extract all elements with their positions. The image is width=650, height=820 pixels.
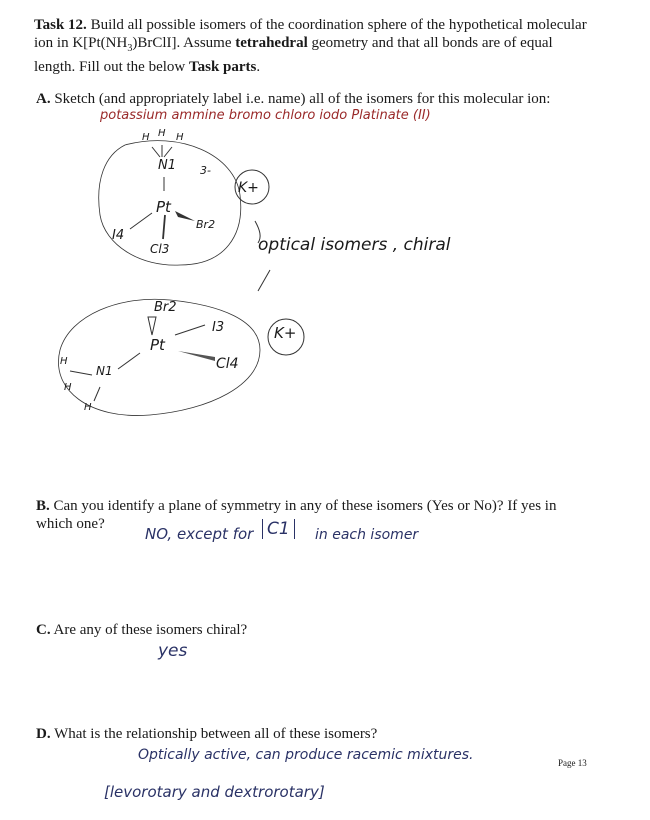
label-br2: Br2 bbox=[154, 300, 177, 315]
geometry-emphasis: tetrahedral bbox=[235, 35, 308, 51]
answer-d-line1: Optically active, can produce racemic mixtures. bbox=[138, 747, 474, 763]
label-i3: I3 bbox=[212, 320, 225, 335]
task-text-3: geometry and that all bonds are of equal length. Fill out the below bbox=[34, 35, 553, 75]
label-n1: N1 bbox=[158, 158, 176, 173]
label-h3: H bbox=[176, 132, 184, 143]
formula-subscript: 3 bbox=[127, 43, 133, 54]
label-n-bottom: N1 bbox=[96, 364, 113, 378]
question-c-label: C. bbox=[36, 622, 51, 638]
label-h1: H bbox=[142, 132, 150, 143]
label-cl4: Cl4 bbox=[216, 356, 239, 372]
label-h5: H bbox=[64, 382, 72, 393]
isomer-sketch bbox=[30, 125, 470, 435]
question-b-text: Can you identify a plane of symmetry in any of these isomers (Yes or No)? If yes in which one? bbox=[36, 498, 557, 532]
label-charge: 3- bbox=[200, 164, 211, 177]
question-c-text: Are any of these isomers chiral? bbox=[50, 622, 248, 638]
pt-br-wedge bbox=[175, 211, 195, 221]
pt-cl4-hash bbox=[178, 351, 215, 361]
label-h4: H bbox=[60, 356, 68, 367]
h-bond-5 bbox=[94, 387, 100, 401]
answer-c: yes bbox=[158, 641, 188, 661]
handwritten-isomer-note: optical isomers , chiral bbox=[258, 235, 451, 255]
question-d-label: D. bbox=[36, 726, 51, 742]
label-i4: I4 bbox=[112, 228, 125, 243]
pt-br2-wedge bbox=[148, 317, 156, 335]
question-b-label: B. bbox=[36, 498, 50, 514]
question-a-text: Sketch (and appropriately label i.e. name) all of the isomers for this molecular ion: bbox=[50, 91, 551, 107]
answer-b-prefix: NO, except for bbox=[145, 525, 254, 543]
annotation-arrow-2 bbox=[258, 270, 270, 291]
label-pt-bottom: Pt bbox=[150, 336, 165, 354]
handwritten-compound-name: potassium ammine bromo chloro iodo Platinate (II) bbox=[100, 108, 431, 123]
question-d bbox=[36, 725, 596, 743]
task-parts-emphasis: Task parts bbox=[189, 59, 257, 75]
pt-i3-bond bbox=[175, 325, 205, 335]
label-h6: H bbox=[84, 402, 92, 413]
h-bond-1 bbox=[152, 147, 160, 157]
question-d-text: What is the relationship between all of these isomers? bbox=[50, 726, 378, 742]
page-number: Page 13 bbox=[558, 758, 587, 768]
task-text-end: . bbox=[256, 59, 261, 75]
answer-d-line2: [levorotary and dextrorotary] bbox=[104, 783, 325, 801]
task-text-1: Build all possible isomers of the coordination sphere of the hypothetical molecular ion in K[Pt(NH bbox=[34, 17, 587, 51]
question-a bbox=[36, 90, 596, 108]
pt-i-bond bbox=[130, 213, 152, 229]
label-pt-top: Pt bbox=[156, 198, 171, 216]
label-br: Br2 bbox=[196, 218, 216, 231]
h-bond-4 bbox=[70, 371, 92, 375]
answer-b-boxed: C1 bbox=[262, 519, 295, 539]
label-cl3: Cl3 bbox=[150, 242, 170, 256]
question-c bbox=[36, 621, 596, 639]
pt-n-bond-bottom bbox=[118, 353, 140, 369]
h-bond-3 bbox=[164, 147, 172, 157]
task-statement bbox=[34, 16, 594, 76]
label-k-bottom: K+ bbox=[274, 324, 297, 342]
task-text-2: )BrClI]. Assume bbox=[132, 35, 236, 51]
label-h2: H bbox=[158, 128, 166, 139]
question-a-label: A. bbox=[36, 91, 51, 107]
task-number: Task 12. bbox=[34, 17, 87, 33]
label-k-top: K+ bbox=[238, 180, 259, 196]
answer-b-suffix: in each isomer bbox=[315, 527, 419, 543]
pt-cl-bond bbox=[163, 215, 165, 239]
